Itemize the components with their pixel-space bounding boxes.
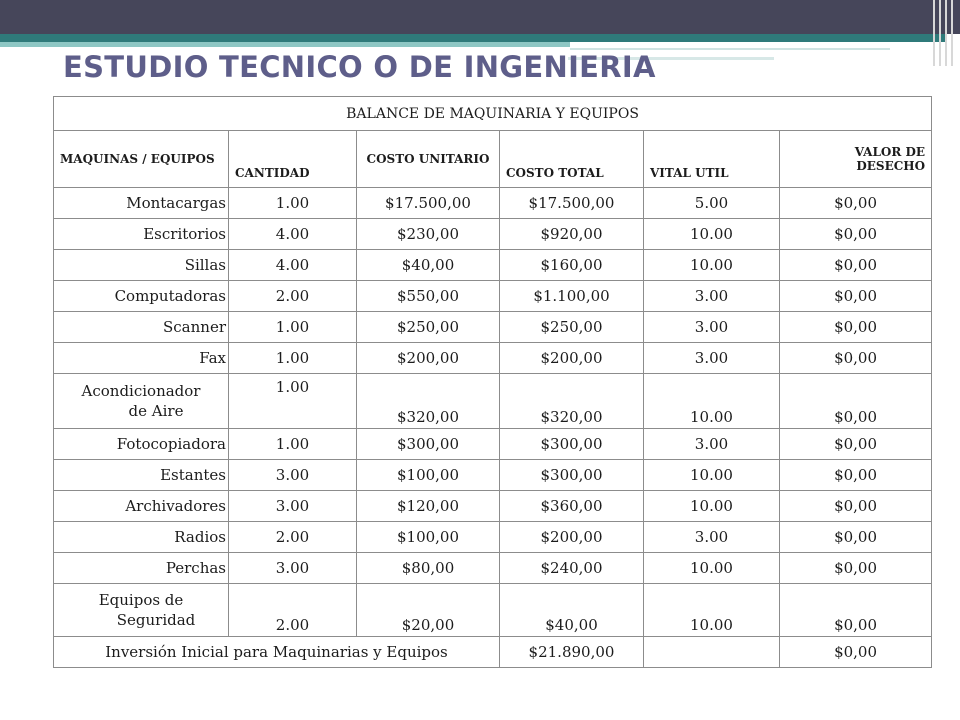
cell-valor-desecho: $0,00 xyxy=(780,219,932,250)
cell-costo-unitario: $40,00 xyxy=(357,250,500,281)
cell-costo-unitario: $300,00 xyxy=(357,429,500,460)
accent-stripe xyxy=(0,34,945,42)
cell-vida-util: 10.00 xyxy=(644,460,780,491)
cell-costo-total: $250,00 xyxy=(500,312,644,343)
cell-valor-desecho: $0,00 xyxy=(780,312,932,343)
cell-costo-unitario: $200,00 xyxy=(357,343,500,374)
cell-item xyxy=(54,584,229,637)
cell-vida-util: 10.00 xyxy=(644,250,780,281)
total-label: Inversión Inicial para Maquinarias y Equipos xyxy=(54,637,500,668)
cell-costo-total: $160,00 xyxy=(500,250,644,281)
cell-cantidad: 4.00 xyxy=(229,250,357,281)
cell-costo-total: $300,00 xyxy=(500,460,644,491)
cell-valor-desecho: $0,00 xyxy=(780,281,932,312)
cell-item: Archivadores xyxy=(54,491,229,522)
cell-valor-desecho: $0,00 xyxy=(780,374,932,429)
cell-valor-desecho: $0,00 xyxy=(780,553,932,584)
cell-cantidad: 2.00 xyxy=(229,584,357,637)
table-row xyxy=(54,460,932,491)
table-row xyxy=(54,219,932,250)
cell-item: Computadoras xyxy=(54,281,229,312)
cell-item: Radios xyxy=(54,522,229,553)
cell-valor-desecho: $0,00 xyxy=(780,584,932,637)
cell-vida-util: 5.00 xyxy=(644,188,780,219)
table-row xyxy=(54,584,932,637)
cell-costo-total: $40,00 xyxy=(500,584,644,637)
cell-vida-util: 3.00 xyxy=(644,343,780,374)
cell-vida-util: 3.00 xyxy=(644,522,780,553)
cell-item: Sillas xyxy=(54,250,229,281)
cell-costo-total: $320,00 xyxy=(500,374,644,429)
cell-cantidad: 1.00 xyxy=(229,343,357,374)
column-header: COSTO TOTAL xyxy=(500,131,644,188)
column-header: MAQUINAS / EQUIPOS xyxy=(54,131,229,188)
table-row xyxy=(54,374,932,429)
cell-costo-total: $1.100,00 xyxy=(500,281,644,312)
total-empty-cell xyxy=(644,637,780,668)
cell-valor-desecho: $0,00 xyxy=(780,522,932,553)
machinery-balance-table xyxy=(53,96,932,668)
table-total-row xyxy=(54,637,932,668)
cell-cantidad: 3.00 xyxy=(229,553,357,584)
table-row xyxy=(54,522,932,553)
cell-vida-util: 10.00 xyxy=(644,584,780,637)
cell-costo-total: $200,00 xyxy=(500,343,644,374)
cell-costo-unitario: $320,00 xyxy=(357,374,500,429)
table-row xyxy=(54,250,932,281)
table-row xyxy=(54,491,932,522)
table-row xyxy=(54,312,932,343)
table-row xyxy=(54,188,932,219)
decorative-line xyxy=(945,0,947,66)
cell-item-line: Equipos de xyxy=(98,591,184,609)
cell-valor-desecho: $0,00 xyxy=(780,491,932,522)
cell-vida-util: 10.00 xyxy=(644,374,780,429)
cell-costo-unitario: $100,00 xyxy=(357,522,500,553)
cell-costo-unitario: $80,00 xyxy=(357,553,500,584)
cell-item-line: Seguridad xyxy=(116,611,196,629)
cell-vida-util: 10.00 xyxy=(644,491,780,522)
cell-cantidad: 3.00 xyxy=(229,460,357,491)
cell-vida-util: 3.00 xyxy=(644,312,780,343)
table-caption: BALANCE DE MAQUINARIA Y EQUIPOS xyxy=(54,97,932,131)
cell-valor-desecho: $0,00 xyxy=(780,343,932,374)
column-header: VALOR DE DESECHO xyxy=(780,131,932,188)
top-banner xyxy=(0,0,960,34)
cell-costo-total: $920,00 xyxy=(500,219,644,250)
cell-item: Montacargas xyxy=(54,188,229,219)
cell-item-line: Acondicionador xyxy=(81,382,201,400)
cell-valor-desecho: $0,00 xyxy=(780,460,932,491)
cell-cantidad: 2.00 xyxy=(229,522,357,553)
table-row xyxy=(54,343,932,374)
cell-cantidad: 1.00 xyxy=(229,374,357,429)
cell-cantidad: 1.00 xyxy=(229,188,357,219)
decorative-line xyxy=(933,0,935,66)
accent-stripe-light xyxy=(0,42,570,47)
column-header: COSTO UNITARIO xyxy=(357,131,500,188)
cell-costo-total: $17.500,00 xyxy=(500,188,644,219)
cell-costo-total: $300,00 xyxy=(500,429,644,460)
cell-cantidad: 4.00 xyxy=(229,219,357,250)
cell-cantidad: 2.00 xyxy=(229,281,357,312)
slide-title: ESTUDIO TECNICO O DE INGENIERIA xyxy=(63,50,656,84)
cell-valor-desecho: $0,00 xyxy=(780,429,932,460)
cell-costo-unitario: $230,00 xyxy=(357,219,500,250)
cell-cantidad: 1.00 xyxy=(229,429,357,460)
cell-costo-total: $360,00 xyxy=(500,491,644,522)
cell-item: Estantes xyxy=(54,460,229,491)
cell-item: Fotocopiadora xyxy=(54,429,229,460)
cell-item: Escritorios xyxy=(54,219,229,250)
cell-valor-desecho: $0,00 xyxy=(780,188,932,219)
cell-item: Scanner xyxy=(54,312,229,343)
cell-item: Perchas xyxy=(54,553,229,584)
cell-costo-unitario: $120,00 xyxy=(357,491,500,522)
cell-cantidad: 3.00 xyxy=(229,491,357,522)
cell-costo-total: $240,00 xyxy=(500,553,644,584)
cell-item xyxy=(54,374,229,429)
cell-cantidad: 1.00 xyxy=(229,312,357,343)
cell-valor-desecho: $0,00 xyxy=(780,250,932,281)
cell-vida-util: 3.00 xyxy=(644,429,780,460)
cell-costo-unitario: $100,00 xyxy=(357,460,500,491)
table-header-row xyxy=(54,131,932,188)
cell-item-line: de Aire xyxy=(128,402,184,420)
column-header: CANTIDAD xyxy=(229,131,357,188)
cell-vida-util: 10.00 xyxy=(644,553,780,584)
cell-costo-unitario: $250,00 xyxy=(357,312,500,343)
cell-vida-util: 3.00 xyxy=(644,281,780,312)
cell-vida-util: 10.00 xyxy=(644,219,780,250)
total-valor-desecho: $0,00 xyxy=(780,637,932,668)
table-row xyxy=(54,553,932,584)
decorative-line xyxy=(951,0,953,66)
cell-costo-unitario: $20,00 xyxy=(357,584,500,637)
decorative-line xyxy=(939,0,941,66)
cell-costo-total: $200,00 xyxy=(500,522,644,553)
table-row xyxy=(54,281,932,312)
cell-costo-unitario: $550,00 xyxy=(357,281,500,312)
column-header: VITAL UTIL xyxy=(644,131,780,188)
total-costo-total: $21.890,00 xyxy=(500,637,644,668)
table-row xyxy=(54,429,932,460)
cell-costo-unitario: $17.500,00 xyxy=(357,188,500,219)
cell-item: Fax xyxy=(54,343,229,374)
table-caption-row xyxy=(54,97,932,131)
